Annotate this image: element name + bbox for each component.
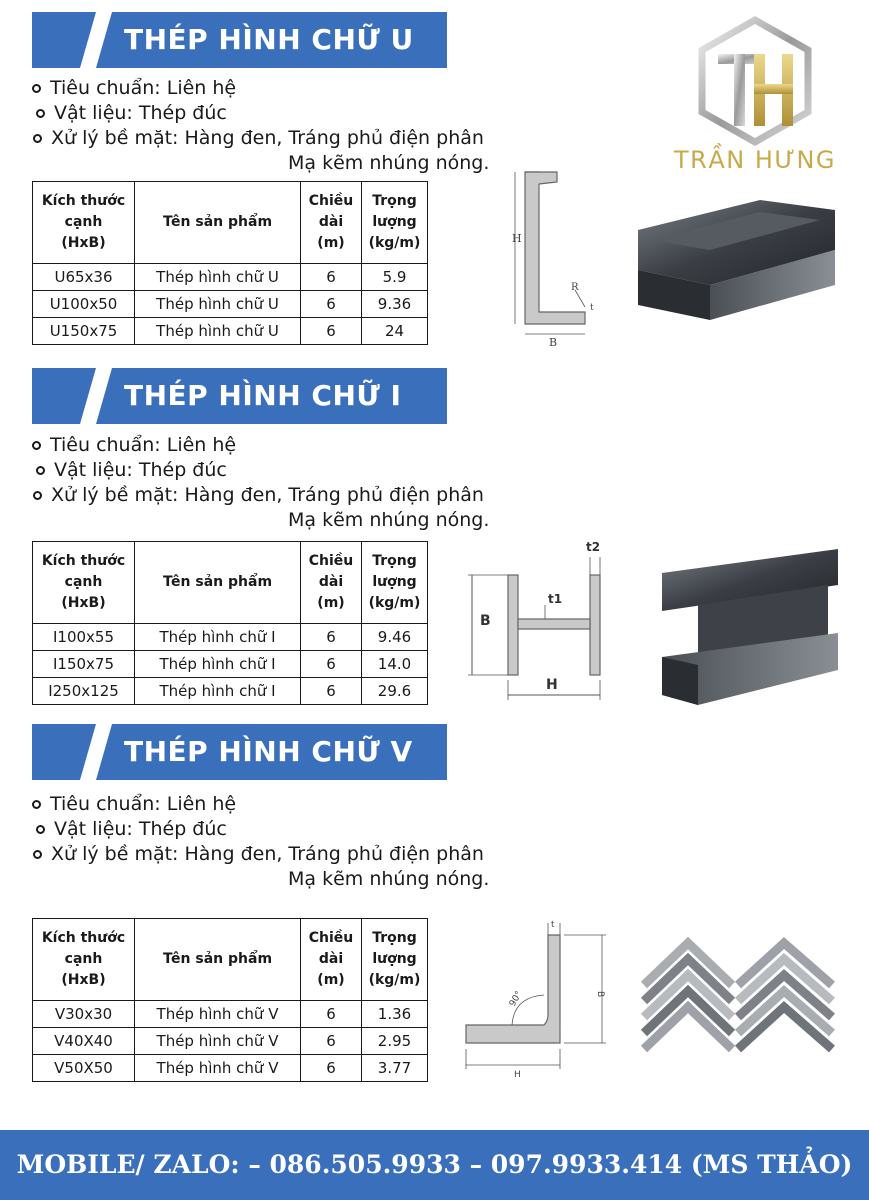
spec-item: Vật liệu: Thép đúc (32, 817, 489, 842)
table-cell: U150x75 (33, 318, 135, 345)
spec-item: Vật liệu: Thép đúc (32, 458, 489, 483)
svg-text:90°: 90° (507, 989, 525, 1009)
svg-text:B: B (480, 613, 491, 629)
spec-table-i (32, 541, 428, 705)
table-cell: V50X50 (33, 1055, 135, 1082)
table-cell: 6 (301, 1028, 362, 1055)
header-weight: Trọng lượng (kg/m) (362, 542, 428, 624)
spec-continuation: Mạ kẽm nhúng nóng. (288, 868, 490, 890)
table-cell: 6 (301, 651, 362, 678)
table-cell: Thép hình chữ U (135, 264, 301, 291)
table-cell: 1.36 (362, 1001, 428, 1028)
section-banner-v (32, 724, 447, 780)
section-title: THÉP HÌNH CHỮ U (124, 23, 414, 56)
table-cell: V40X40 (33, 1028, 135, 1055)
spec-item: Xử lý bề mặt: Hàng đen, Tráng phủ điện phân (32, 483, 489, 508)
table-cell: 6 (301, 291, 362, 318)
table-cell: Thép hình chữ V (135, 1055, 301, 1082)
hexagon-monogram-icon (660, 14, 850, 146)
table-header-row (33, 542, 428, 624)
header-weight: Trọng lượng (kg/m) (362, 919, 428, 1001)
table-cell: Thép hình chữ V (135, 1001, 301, 1028)
table-row (33, 1001, 428, 1028)
header-size: Kích thước cạnh (HxB) (33, 542, 135, 624)
spec-item: Xử lý bề mặt: Hàng đen, Tráng phủ điện phân (32, 842, 489, 867)
svg-text:H: H (546, 677, 558, 693)
table-cell: I100x55 (33, 624, 135, 651)
bullet-icon (33, 491, 42, 500)
bullet-icon (33, 134, 42, 143)
table-row (33, 318, 428, 345)
table-cell: Thép hình chữ I (135, 678, 301, 705)
svg-text:t2: t2 (586, 540, 601, 554)
spec-table-u (32, 181, 428, 345)
header-name: Tên sản phẩm (135, 182, 301, 264)
brand-logo (660, 14, 850, 174)
spec-item: Tiêu chuẩn: Liên hệ (32, 433, 489, 458)
table-header-row (33, 919, 428, 1001)
spec-continuation: Mạ kẽm nhúng nóng. (288, 509, 490, 531)
table-cell: 2.95 (362, 1028, 428, 1055)
table-cell: I150x75 (33, 651, 135, 678)
svg-text:R: R (571, 282, 579, 293)
svg-text:t: t (590, 303, 594, 313)
table-row (33, 1028, 428, 1055)
spec-list-i (32, 433, 489, 533)
table-cell: 6 (301, 1001, 362, 1028)
bullet-icon (36, 466, 45, 475)
svg-text:H: H (514, 1070, 521, 1080)
table-row (33, 291, 428, 318)
spec-item: Tiêu chuẩn: Liên hệ (32, 792, 489, 817)
contact-footer (0, 1130, 869, 1200)
table-cell: 29.6 (362, 678, 428, 705)
section-banner-i (32, 368, 447, 424)
v-angle-diagram (452, 915, 617, 1085)
v-angle-photo (638, 935, 838, 1060)
spec-item: Xử lý bề mặt: Hàng đen, Tráng phủ điện phân (32, 126, 489, 151)
table-cell: 3.77 (362, 1055, 428, 1082)
table-cell: 24 (362, 318, 428, 345)
bullet-icon (36, 825, 45, 834)
table-cell: I250x125 (33, 678, 135, 705)
svg-text:H: H (512, 232, 522, 245)
svg-text:B: B (595, 991, 605, 998)
svg-text:t: t (551, 920, 555, 930)
table-cell: 9.36 (362, 291, 428, 318)
table-cell: V30x30 (33, 1001, 135, 1028)
i-beam-photo (658, 545, 840, 705)
spec-table-v (32, 918, 428, 1082)
table-cell: 6 (301, 624, 362, 651)
svg-text:t1: t1 (548, 592, 563, 606)
u-channel-diagram (505, 162, 605, 348)
bullet-icon (32, 84, 41, 93)
table-cell: U100x50 (33, 291, 135, 318)
table-cell: Thép hình chữ U (135, 291, 301, 318)
table-cell: 14.0 (362, 651, 428, 678)
table-cell: 9.46 (362, 624, 428, 651)
header-length: Chiều dài (m) (301, 542, 362, 624)
table-row (33, 678, 428, 705)
contact-phone-text[interactable]: MOBILE/ ZALO: – 086.505.9933 – 097.9933.414 (MS THẢO) (16, 1150, 853, 1179)
spec-item: Vật liệu: Thép đúc (32, 101, 489, 126)
table-cell: Thép hình chữ I (135, 624, 301, 651)
table-cell: 6 (301, 678, 362, 705)
svg-text:B: B (549, 336, 558, 348)
u-channel-photo (630, 190, 840, 325)
table-header-row (33, 182, 428, 264)
header-name: Tên sản phẩm (135, 542, 301, 624)
table-cell: U65x36 (33, 264, 135, 291)
table-cell: 6 (301, 318, 362, 345)
spec-list-u (32, 76, 489, 176)
spec-continuation: Mạ kẽm nhúng nóng. (288, 152, 490, 174)
header-length: Chiều dài (m) (301, 182, 362, 264)
table-row (33, 651, 428, 678)
spec-item: Tiêu chuẩn: Liên hệ (32, 76, 489, 101)
i-beam-diagram (460, 535, 620, 715)
bullet-icon (32, 800, 41, 809)
spec-list-v (32, 792, 489, 892)
header-size: Kích thước cạnh (HxB) (33, 919, 135, 1001)
table-cell: 6 (301, 264, 362, 291)
section-banner-u (32, 12, 447, 68)
header-name: Tên sản phẩm (135, 919, 301, 1001)
header-length: Chiều dài (m) (301, 919, 362, 1001)
table-cell: Thép hình chữ I (135, 651, 301, 678)
bullet-icon (32, 441, 41, 450)
section-title: THÉP HÌNH CHỮ V (124, 735, 413, 768)
bullet-icon (36, 109, 45, 118)
header-weight: Trọng lượng (kg/m) (362, 182, 428, 264)
header-size: Kích thước cạnh (HxB) (33, 182, 135, 264)
brand-name: TRẦN HƯNG (673, 146, 837, 174)
table-cell: Thép hình chữ U (135, 318, 301, 345)
section-title: THÉP HÌNH CHỮ I (124, 379, 402, 412)
table-cell: 6 (301, 1055, 362, 1082)
table-cell: Thép hình chữ V (135, 1028, 301, 1055)
table-cell: 5.9 (362, 264, 428, 291)
bullet-icon (33, 850, 42, 859)
table-row (33, 1055, 428, 1082)
table-row (33, 624, 428, 651)
table-row (33, 264, 428, 291)
